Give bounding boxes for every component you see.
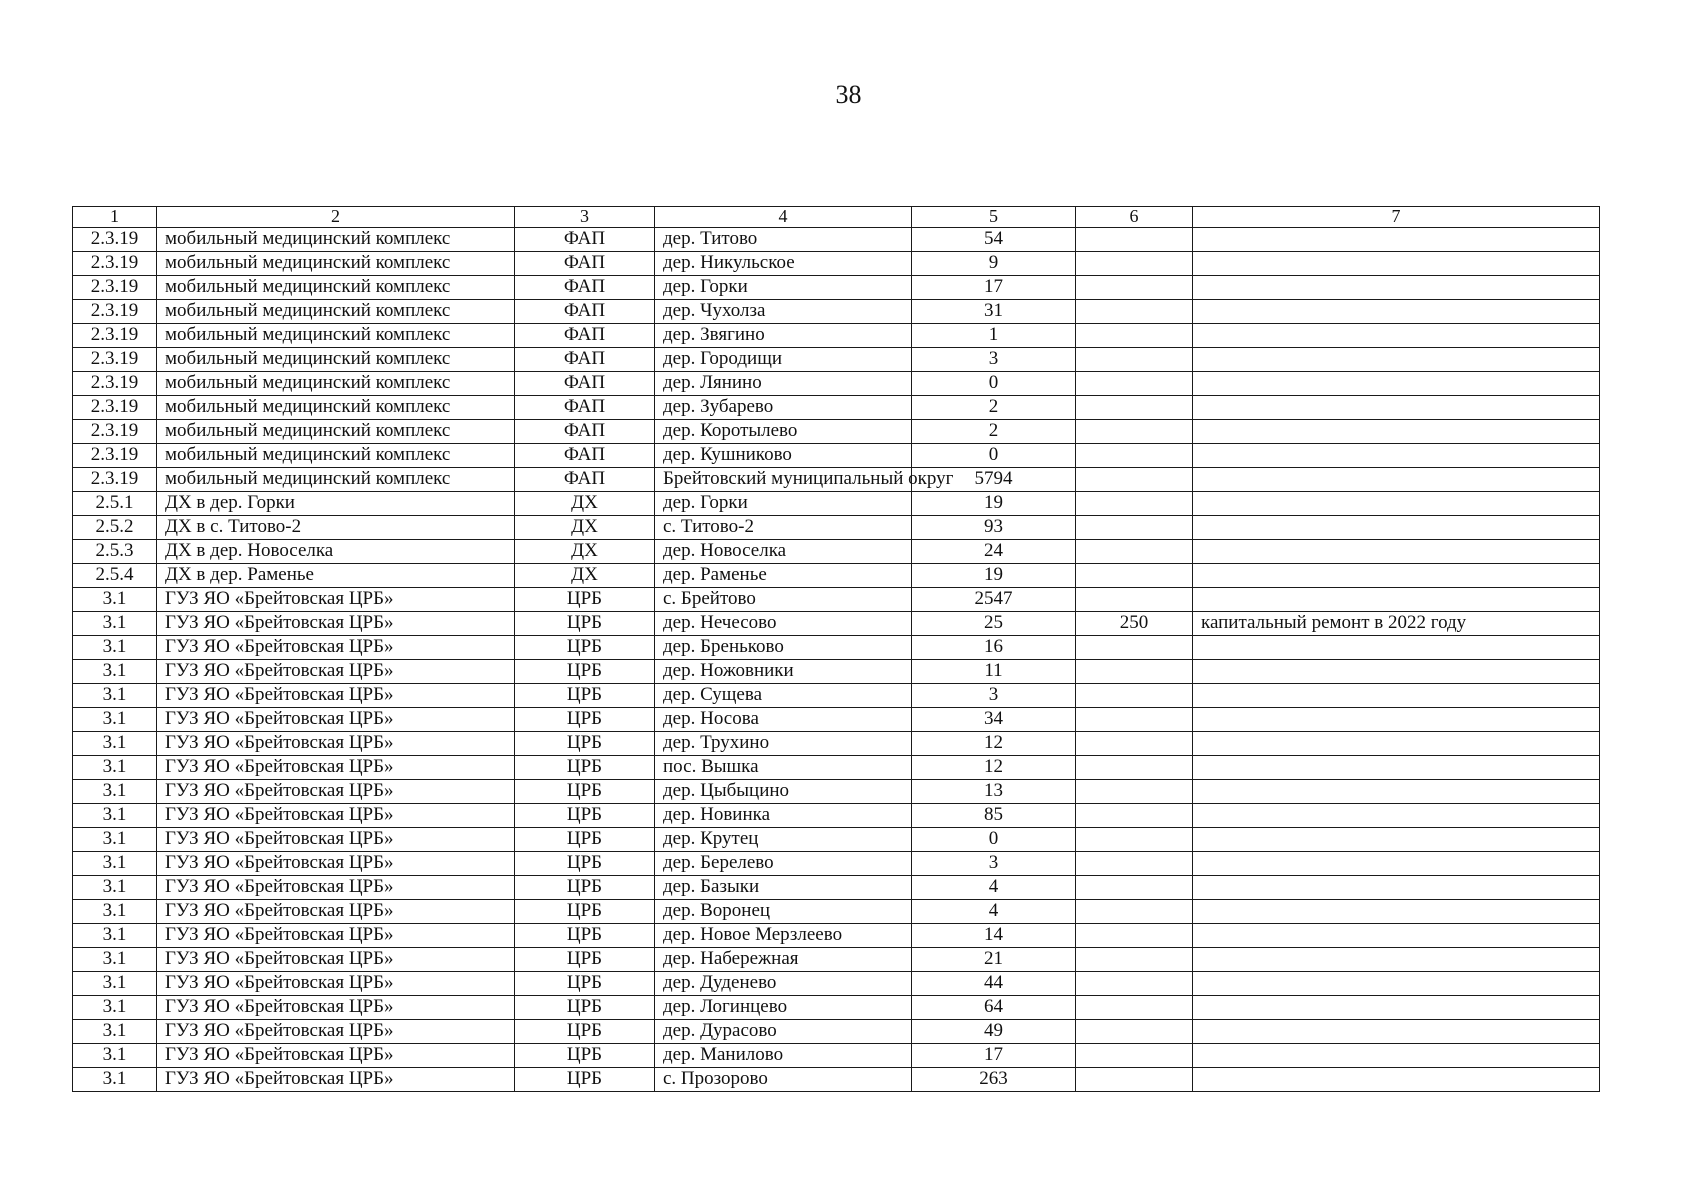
column-6-cell	[1076, 300, 1193, 324]
table-row	[73, 1068, 1600, 1092]
value-cell: 0	[912, 828, 1076, 852]
table-row	[73, 996, 1600, 1020]
table-row	[73, 516, 1600, 540]
type-cell: ЦРБ	[515, 1068, 655, 1092]
institution-cell: ГУЗ ЯО «Брейтовская ЦРБ»	[157, 684, 515, 708]
row-number-cell: 3.1	[73, 1068, 157, 1092]
column-6-cell	[1076, 732, 1193, 756]
table-row	[73, 972, 1600, 996]
institution-cell: ГУЗ ЯО «Брейтовская ЦРБ»	[157, 780, 515, 804]
value-cell: 17	[912, 1044, 1076, 1068]
note-cell	[1193, 876, 1600, 900]
type-cell: ЦРБ	[515, 684, 655, 708]
note-cell	[1193, 564, 1600, 588]
table-row	[73, 396, 1600, 420]
type-cell: ЦРБ	[515, 828, 655, 852]
type-cell: ДХ	[515, 540, 655, 564]
note-cell	[1193, 660, 1600, 684]
note-cell	[1193, 636, 1600, 660]
column-6-cell	[1076, 996, 1193, 1020]
settlement-cell: дер. Лянино	[655, 372, 912, 396]
value-cell: 3	[912, 684, 1076, 708]
row-number-cell: 3.1	[73, 636, 157, 660]
note-cell	[1193, 588, 1600, 612]
settlement-cell: дер. Ножовники	[655, 660, 912, 684]
type-cell: ДХ	[515, 516, 655, 540]
column-6-cell: 250	[1076, 612, 1193, 636]
type-cell: ФАП	[515, 372, 655, 396]
note-cell	[1193, 852, 1600, 876]
table-row	[73, 708, 1600, 732]
table-row	[73, 492, 1600, 516]
type-cell: ЦРБ	[515, 1044, 655, 1068]
value-cell: 3	[912, 852, 1076, 876]
type-cell: ДХ	[515, 492, 655, 516]
type-cell: ФАП	[515, 300, 655, 324]
type-cell: ЦРБ	[515, 708, 655, 732]
row-number-cell: 3.1	[73, 900, 157, 924]
type-cell: ЦРБ	[515, 1020, 655, 1044]
type-cell: ЦРБ	[515, 996, 655, 1020]
column-6-cell	[1076, 876, 1193, 900]
institution-cell: ГУЗ ЯО «Брейтовская ЦРБ»	[157, 636, 515, 660]
value-cell: 21	[912, 948, 1076, 972]
column-6-cell	[1076, 276, 1193, 300]
note-cell	[1193, 756, 1600, 780]
settlement-cell: дер. Манилово	[655, 1044, 912, 1068]
value-cell: 5794	[912, 468, 1076, 492]
institution-cell: мобильный медицинский комплекс	[157, 252, 515, 276]
note-cell	[1193, 1020, 1600, 1044]
type-cell: ЦРБ	[515, 900, 655, 924]
row-number-cell: 3.1	[73, 972, 157, 996]
institution-cell: ГУЗ ЯО «Брейтовская ЦРБ»	[157, 972, 515, 996]
settlement-cell: дер. Дуденево	[655, 972, 912, 996]
institution-cell: мобильный медицинский комплекс	[157, 468, 515, 492]
table-row	[73, 660, 1600, 684]
row-number-cell: 3.1	[73, 1020, 157, 1044]
row-number-cell: 2.3.19	[73, 228, 157, 252]
row-number-cell: 2.3.19	[73, 252, 157, 276]
note-cell	[1193, 276, 1600, 300]
note-cell	[1193, 324, 1600, 348]
settlement-cell: с. Титово-2	[655, 516, 912, 540]
row-number-cell: 3.1	[73, 756, 157, 780]
table-row	[73, 564, 1600, 588]
row-number-cell: 2.3.19	[73, 276, 157, 300]
table-row	[73, 420, 1600, 444]
type-cell: ФАП	[515, 252, 655, 276]
row-number-cell: 2.3.19	[73, 420, 157, 444]
column-6-cell	[1076, 708, 1193, 732]
institution-cell: ДХ в дер. Новоселка	[157, 540, 515, 564]
column-6-cell	[1076, 348, 1193, 372]
settlement-cell: дер. Новое Мерзлеево	[655, 924, 912, 948]
settlement-cell: с. Прозорово	[655, 1068, 912, 1092]
column-6-cell	[1076, 396, 1193, 420]
column-6-cell	[1076, 852, 1193, 876]
note-cell	[1193, 228, 1600, 252]
value-cell: 17	[912, 276, 1076, 300]
institution-cell: ГУЗ ЯО «Брейтовская ЦРБ»	[157, 924, 515, 948]
note-cell	[1193, 1044, 1600, 1068]
institution-cell: мобильный медицинский комплекс	[157, 348, 515, 372]
row-number-cell: 3.1	[73, 876, 157, 900]
column-header-5: 5	[912, 207, 1076, 228]
row-number-cell: 2.3.19	[73, 468, 157, 492]
column-6-cell	[1076, 948, 1193, 972]
value-cell: 263	[912, 1068, 1076, 1092]
note-cell	[1193, 420, 1600, 444]
institution-cell: ГУЗ ЯО «Брейтовская ЦРБ»	[157, 588, 515, 612]
row-number-cell: 3.1	[73, 660, 157, 684]
table-row	[73, 924, 1600, 948]
settlement-cell: дер. Бреньково	[655, 636, 912, 660]
type-cell: ЦРБ	[515, 660, 655, 684]
table-row	[73, 252, 1600, 276]
settlement-cell: дер. Титово	[655, 228, 912, 252]
column-6-cell	[1076, 1020, 1193, 1044]
table-row	[73, 852, 1600, 876]
column-6-cell	[1076, 468, 1193, 492]
column-header-3: 3	[515, 207, 655, 228]
column-6-cell	[1076, 252, 1193, 276]
value-cell: 31	[912, 300, 1076, 324]
note-cell	[1193, 972, 1600, 996]
note-cell	[1193, 396, 1600, 420]
type-cell: ЦРБ	[515, 852, 655, 876]
value-cell: 44	[912, 972, 1076, 996]
table-row	[73, 540, 1600, 564]
note-cell	[1193, 732, 1600, 756]
settlement-cell: дер. Трухино	[655, 732, 912, 756]
institution-cell: мобильный медицинский комплекс	[157, 444, 515, 468]
row-number-cell: 3.1	[73, 684, 157, 708]
institution-cell: ГУЗ ЯО «Брейтовская ЦРБ»	[157, 1020, 515, 1044]
settlement-cell: дер. Набережная	[655, 948, 912, 972]
type-cell: ДХ	[515, 564, 655, 588]
type-cell: ФАП	[515, 420, 655, 444]
column-6-cell	[1076, 924, 1193, 948]
note-cell	[1193, 348, 1600, 372]
type-cell: ЦРБ	[515, 780, 655, 804]
institution-cell: ДХ в дер. Горки	[157, 492, 515, 516]
row-number-cell: 3.1	[73, 780, 157, 804]
note-cell	[1193, 684, 1600, 708]
column-6-cell	[1076, 1068, 1193, 1092]
note-cell	[1193, 924, 1600, 948]
institution-cell: ГУЗ ЯО «Брейтовская ЦРБ»	[157, 708, 515, 732]
table-row	[73, 588, 1600, 612]
institution-cell: мобильный медицинский комплекс	[157, 228, 515, 252]
type-cell: ЦРБ	[515, 732, 655, 756]
institution-cell: ГУЗ ЯО «Брейтовская ЦРБ»	[157, 1068, 515, 1092]
row-number-cell: 2.3.19	[73, 300, 157, 324]
row-number-cell: 2.3.19	[73, 396, 157, 420]
value-cell: 34	[912, 708, 1076, 732]
institution-cell: ДХ в дер. Раменье	[157, 564, 515, 588]
settlement-cell: дер. Коротылево	[655, 420, 912, 444]
column-6-cell	[1076, 972, 1193, 996]
column-6-cell	[1076, 492, 1193, 516]
note-cell	[1193, 900, 1600, 924]
settlement-cell: дер. Городищи	[655, 348, 912, 372]
type-cell: ЦРБ	[515, 636, 655, 660]
value-cell: 4	[912, 876, 1076, 900]
type-cell: ФАП	[515, 228, 655, 252]
column-6-cell	[1076, 540, 1193, 564]
settlement-cell: дер. Дурасово	[655, 1020, 912, 1044]
row-number-cell: 2.5.2	[73, 516, 157, 540]
note-cell	[1193, 444, 1600, 468]
value-cell: 1	[912, 324, 1076, 348]
note-cell	[1193, 996, 1600, 1020]
table-row	[73, 348, 1600, 372]
table-row	[73, 876, 1600, 900]
row-number-cell: 2.3.19	[73, 348, 157, 372]
note-cell	[1193, 300, 1600, 324]
value-cell: 16	[912, 636, 1076, 660]
column-6-cell	[1076, 324, 1193, 348]
settlement-cell: дер. Базыки	[655, 876, 912, 900]
settlement-cell: дер. Берелево	[655, 852, 912, 876]
settlement-cell: дер. Зубарево	[655, 396, 912, 420]
type-cell: ЦРБ	[515, 924, 655, 948]
table-row	[73, 804, 1600, 828]
settlement-cell: дер. Воронец	[655, 900, 912, 924]
note-cell	[1193, 372, 1600, 396]
row-number-cell: 3.1	[73, 612, 157, 636]
value-cell: 2	[912, 420, 1076, 444]
column-6-cell	[1076, 804, 1193, 828]
value-cell: 25	[912, 612, 1076, 636]
value-cell: 13	[912, 780, 1076, 804]
value-cell: 49	[912, 1020, 1076, 1044]
value-cell: 54	[912, 228, 1076, 252]
table-body	[73, 228, 1600, 1092]
row-number-cell: 2.3.19	[73, 324, 157, 348]
type-cell: ЦРБ	[515, 804, 655, 828]
row-number-cell: 2.5.4	[73, 564, 157, 588]
value-cell: 4	[912, 900, 1076, 924]
row-number-cell: 3.1	[73, 828, 157, 852]
table-row	[73, 732, 1600, 756]
settlement-cell: дер. Горки	[655, 276, 912, 300]
column-6-cell	[1076, 588, 1193, 612]
note-cell: капитальный ремонт в 2022 году	[1193, 612, 1600, 636]
table-row	[73, 324, 1600, 348]
settlement-cell: дер. Сущева	[655, 684, 912, 708]
institution-cell: ГУЗ ЯО «Брейтовская ЦРБ»	[157, 852, 515, 876]
row-number-cell: 3.1	[73, 996, 157, 1020]
column-6-cell	[1076, 828, 1193, 852]
column-6-cell	[1076, 228, 1193, 252]
column-6-cell	[1076, 780, 1193, 804]
note-cell	[1193, 540, 1600, 564]
table-row	[73, 636, 1600, 660]
institution-cell: мобильный медицинский комплекс	[157, 300, 515, 324]
value-cell: 85	[912, 804, 1076, 828]
note-cell	[1193, 492, 1600, 516]
note-cell	[1193, 948, 1600, 972]
table-row	[73, 780, 1600, 804]
column-6-cell	[1076, 564, 1193, 588]
row-number-cell: 3.1	[73, 732, 157, 756]
column-6-cell	[1076, 756, 1193, 780]
table-row	[73, 300, 1600, 324]
table-row	[73, 756, 1600, 780]
institution-cell: мобильный медицинский комплекс	[157, 372, 515, 396]
value-cell: 11	[912, 660, 1076, 684]
settlement-cell: Брейтовский муниципальный округ	[655, 468, 912, 492]
value-cell: 0	[912, 444, 1076, 468]
column-6-cell	[1076, 444, 1193, 468]
column-6-cell	[1076, 660, 1193, 684]
row-number-cell: 3.1	[73, 804, 157, 828]
type-cell: ФАП	[515, 396, 655, 420]
institution-cell: ДХ в с. Титово-2	[157, 516, 515, 540]
type-cell: ЦРБ	[515, 972, 655, 996]
note-cell	[1193, 252, 1600, 276]
institution-cell: ГУЗ ЯО «Брейтовская ЦРБ»	[157, 948, 515, 972]
settlement-cell: дер. Крутец	[655, 828, 912, 852]
settlement-cell: дер. Новинка	[655, 804, 912, 828]
table-header-row	[73, 207, 1600, 228]
value-cell: 12	[912, 756, 1076, 780]
value-cell: 12	[912, 732, 1076, 756]
table-row	[73, 612, 1600, 636]
institution-cell: мобильный медицинский комплекс	[157, 396, 515, 420]
settlement-cell: дер. Нечесово	[655, 612, 912, 636]
value-cell: 64	[912, 996, 1076, 1020]
table-row	[73, 1044, 1600, 1068]
page-number: 38	[835, 80, 862, 109]
column-header-6: 6	[1076, 207, 1193, 228]
note-cell	[1193, 780, 1600, 804]
type-cell: ФАП	[515, 444, 655, 468]
type-cell: ФАП	[515, 468, 655, 492]
institution-cell: ГУЗ ЯО «Брейтовская ЦРБ»	[157, 1044, 515, 1068]
note-cell	[1193, 828, 1600, 852]
table-row	[73, 900, 1600, 924]
table-row	[73, 468, 1600, 492]
type-cell: ФАП	[515, 276, 655, 300]
column-header-7: 7	[1193, 207, 1600, 228]
value-cell: 9	[912, 252, 1076, 276]
row-number-cell: 3.1	[73, 948, 157, 972]
type-cell: ЦРБ	[515, 756, 655, 780]
institution-cell: мобильный медицинский комплекс	[157, 420, 515, 444]
note-cell	[1193, 468, 1600, 492]
column-header-1: 1	[73, 207, 157, 228]
row-number-cell: 3.1	[73, 588, 157, 612]
value-cell: 19	[912, 492, 1076, 516]
type-cell: ФАП	[515, 324, 655, 348]
table-row	[73, 372, 1600, 396]
column-header-4: 4	[655, 207, 912, 228]
value-cell: 2	[912, 396, 1076, 420]
table-row	[73, 684, 1600, 708]
settlement-cell: дер. Звягино	[655, 324, 912, 348]
institution-cell: ГУЗ ЯО «Брейтовская ЦРБ»	[157, 828, 515, 852]
institution-cell: ГУЗ ЯО «Брейтовская ЦРБ»	[157, 876, 515, 900]
row-number-cell: 2.5.3	[73, 540, 157, 564]
row-number-cell: 2.3.19	[73, 444, 157, 468]
settlement-cell: дер. Логинцево	[655, 996, 912, 1020]
value-cell: 2547	[912, 588, 1076, 612]
row-number-cell: 3.1	[73, 924, 157, 948]
column-6-cell	[1076, 684, 1193, 708]
column-6-cell	[1076, 636, 1193, 660]
table-row	[73, 1020, 1600, 1044]
note-cell	[1193, 1068, 1600, 1092]
settlement-cell: дер. Никульское	[655, 252, 912, 276]
settlement-cell: дер. Новоселка	[655, 540, 912, 564]
institution-cell: ГУЗ ЯО «Брейтовская ЦРБ»	[157, 900, 515, 924]
column-6-cell	[1076, 1044, 1193, 1068]
row-number-cell: 3.1	[73, 1044, 157, 1068]
table-row	[73, 948, 1600, 972]
institution-cell: ГУЗ ЯО «Брейтовская ЦРБ»	[157, 756, 515, 780]
settlement-cell: дер. Горки	[655, 492, 912, 516]
column-header-2: 2	[157, 207, 515, 228]
row-number-cell: 2.3.19	[73, 372, 157, 396]
value-cell: 3	[912, 348, 1076, 372]
settlement-cell: дер. Носова	[655, 708, 912, 732]
institution-cell: мобильный медицинский комплекс	[157, 324, 515, 348]
type-cell: ЦРБ	[515, 876, 655, 900]
institution-cell: ГУЗ ЯО «Брейтовская ЦРБ»	[157, 732, 515, 756]
table-row	[73, 444, 1600, 468]
institution-cell: ГУЗ ЯО «Брейтовская ЦРБ»	[157, 996, 515, 1020]
table-row	[73, 228, 1600, 252]
note-cell	[1193, 708, 1600, 732]
type-cell: ЦРБ	[515, 948, 655, 972]
type-cell: ЦРБ	[515, 612, 655, 636]
settlement-cell: пос. Вышка	[655, 756, 912, 780]
settlement-cell: с. Брейтово	[655, 588, 912, 612]
settlement-cell: дер. Раменье	[655, 564, 912, 588]
type-cell: ЦРБ	[515, 588, 655, 612]
value-cell: 14	[912, 924, 1076, 948]
value-cell: 24	[912, 540, 1076, 564]
row-number-cell: 3.1	[73, 852, 157, 876]
table-row	[73, 828, 1600, 852]
institution-cell: ГУЗ ЯО «Брейтовская ЦРБ»	[157, 660, 515, 684]
settlement-cell: дер. Цыбыцино	[655, 780, 912, 804]
settlement-cell: дер. Чухолза	[655, 300, 912, 324]
data-table	[72, 206, 1600, 1092]
value-cell: 93	[912, 516, 1076, 540]
value-cell: 0	[912, 372, 1076, 396]
column-6-cell	[1076, 516, 1193, 540]
column-6-cell	[1076, 900, 1193, 924]
institution-cell: ГУЗ ЯО «Брейтовская ЦРБ»	[157, 804, 515, 828]
table-row	[73, 276, 1600, 300]
note-cell	[1193, 516, 1600, 540]
column-6-cell	[1076, 372, 1193, 396]
value-cell: 19	[912, 564, 1076, 588]
row-number-cell: 2.5.1	[73, 492, 157, 516]
settlement-cell: дер. Кушниково	[655, 444, 912, 468]
row-number-cell: 3.1	[73, 708, 157, 732]
column-6-cell	[1076, 420, 1193, 444]
institution-cell: ГУЗ ЯО «Брейтовская ЦРБ»	[157, 612, 515, 636]
type-cell: ФАП	[515, 348, 655, 372]
institution-cell: мобильный медицинский комплекс	[157, 276, 515, 300]
note-cell	[1193, 804, 1600, 828]
